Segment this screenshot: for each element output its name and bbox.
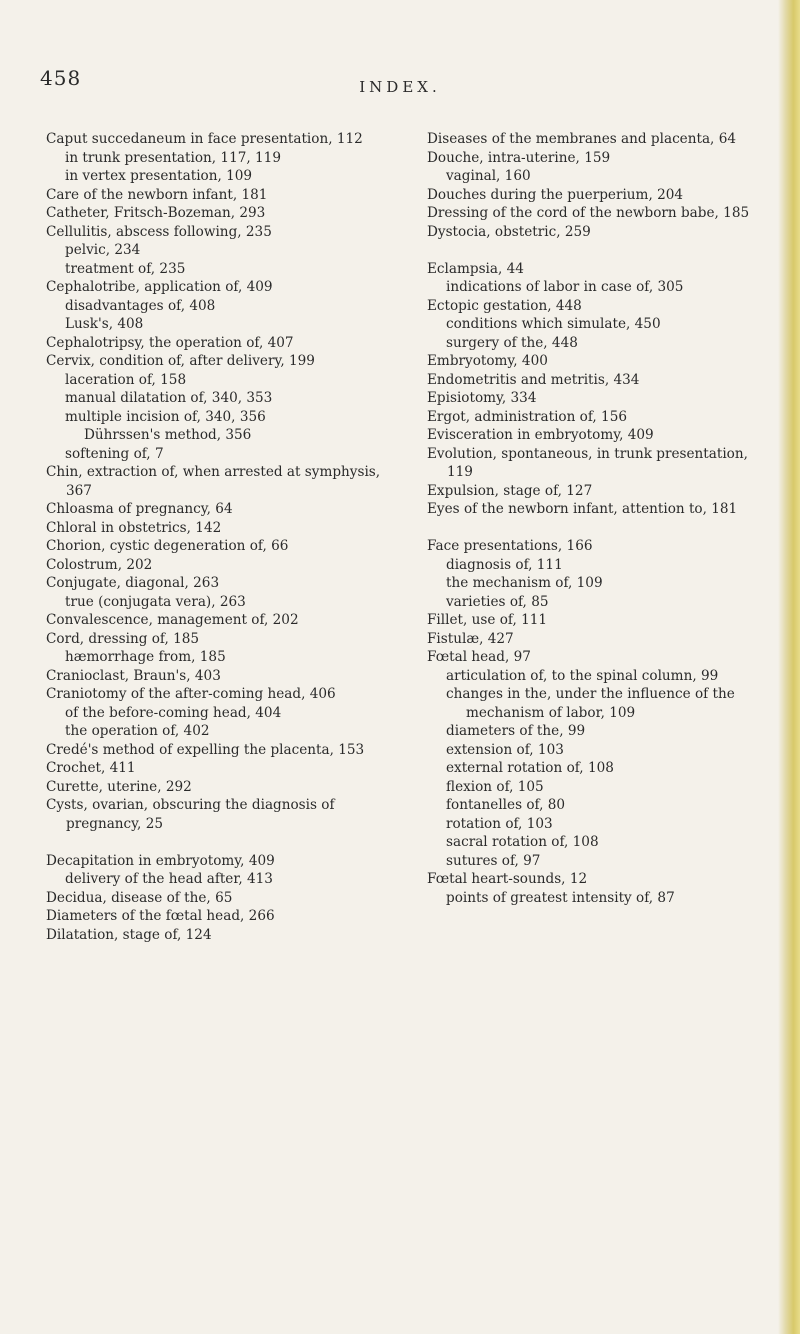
index-entry: Evisceration in embryotomy, 409 <box>427 427 654 443</box>
index-entry: Convalescence, management of, 202 <box>46 612 299 628</box>
index-subentry: true (conjugata vera), 263 <box>65 593 246 610</box>
index-entry: Fistulæ, 427 <box>427 630 514 647</box>
section-gap <box>427 241 767 260</box>
index-entry: Caput succedaneum in face presentation, 112 <box>46 131 363 147</box>
index-entry: Ectopic gestation, 448 <box>427 297 582 314</box>
index-entry: Chorion, cystic degeneration of, 66 <box>46 538 289 554</box>
index-entry: Diameters of the fœtal head, 266 <box>46 908 275 924</box>
page-edge-shadow <box>778 0 800 1334</box>
index-subentry: surgery of the, 448 <box>446 334 578 351</box>
index-subentry: rotation of, 103 <box>446 815 553 832</box>
index-subentry: changes in the, under the influence of the mechanism of labor, 109 <box>446 686 735 721</box>
index-entry: Credé's method of expelling the placenta, 153 <box>46 741 365 758</box>
index-subentry: conditions which simulate, 450 <box>446 316 661 332</box>
section-gap <box>427 519 767 538</box>
section-gap <box>46 833 391 852</box>
index-subentry: articulation of, to the spinal column, 99 <box>446 667 719 684</box>
index-column-left <box>46 130 391 944</box>
index-subentry: external rotation of, 108 <box>446 760 614 776</box>
index-subentry: sacral rotation of, 108 <box>446 834 599 850</box>
index-entry: Care of the newborn infant, 181 <box>46 186 268 203</box>
index-entry: Fillet, use of, 111 <box>427 612 548 628</box>
index-entry: Ergot, administration of, 156 <box>427 408 627 425</box>
index-entry: Cellulitis, abscess following, 235 <box>46 223 272 240</box>
index-entry: Chin, extraction of, when arrested at symphysis, 367 <box>46 464 381 499</box>
index-subentry: vaginal, 160 <box>446 168 531 184</box>
index-subentry: the operation of, 402 <box>65 723 210 739</box>
index-entry: Cervix, condition of, after delivery, 199 <box>46 353 315 369</box>
page-number: 458 <box>40 66 82 90</box>
index-subentry: points of greatest intensity of, 87 <box>446 889 675 906</box>
index-entry: Cephalotripsy, the operation of, 407 <box>46 334 294 351</box>
index-entry: Cord, dressing of, 185 <box>46 630 200 647</box>
index-entry: Eyes of the newborn infant, attention to, 181 <box>427 501 738 517</box>
page-header <box>40 66 760 106</box>
index-entry: Dressing of the cord of the newborn babe, 185 <box>427 205 750 221</box>
index-entry: Fœtal head, 97 <box>427 649 531 665</box>
index-entry: Dilatation, stage of, 124 <box>46 926 212 943</box>
index-subentry: delivery of the head after, 413 <box>65 871 273 887</box>
index-entry: Embryotomy, 400 <box>427 353 548 369</box>
index-entry: Expulsion, stage of, 127 <box>427 482 593 499</box>
running-title: INDEX. <box>359 78 441 96</box>
index-entry: Craniotomy of the after-coming head, 406 <box>46 686 336 702</box>
index-entry: Cysts, ovarian, obscuring the diagnosis of pregnancy, 25 <box>46 797 335 832</box>
index-subentry: manual dilatation of, 340, 353 <box>65 390 273 406</box>
index-subentry: in trunk presentation, 117, 119 <box>65 149 281 166</box>
index-entry: Evolution, spontaneous, in trunk presentation, 119 <box>427 445 748 480</box>
index-entry: Endometritis and metritis, 434 <box>427 371 640 388</box>
index-subentry: laceration of, 158 <box>65 371 187 388</box>
index-entry: Cephalotribe, application of, 409 <box>46 279 273 295</box>
index-entry: Curette, uterine, 292 <box>46 778 192 795</box>
index-entry: Colostrum, 202 <box>46 556 153 573</box>
index-subentry: sutures of, 97 <box>446 852 541 869</box>
index-subentry: flexion of, 105 <box>446 778 544 795</box>
index-subentry: diameters of the, 99 <box>446 723 586 739</box>
index-entry: Eclampsia, 44 <box>427 260 524 277</box>
index-subentry: extension of, 103 <box>446 741 564 758</box>
index-entry: Cranioclast, Braun's, 403 <box>46 667 221 684</box>
index-subentry: Dührssen's method, 356 <box>84 427 252 443</box>
index-subentry: multiple incision of, 340, 356 <box>65 408 266 425</box>
index-entry: Diseases of the membranes and placenta, 64 <box>427 131 736 147</box>
index-entry: Fœtal heart-sounds, 12 <box>427 871 588 887</box>
index-entry: Chloral in obstetrics, 142 <box>46 519 222 536</box>
index-subentry: hæmorrhage from, 185 <box>65 649 226 665</box>
index-subentry: the mechanism of, 109 <box>446 575 603 591</box>
index-entry: Chloasma of pregnancy, 64 <box>46 501 233 517</box>
index-subentry: diagnosis of, 111 <box>446 556 563 573</box>
index-subentry: indications of labor in case of, 305 <box>446 279 684 295</box>
index-entry: Catheter, Fritsch-Bozeman, 293 <box>46 205 266 221</box>
index-column-right <box>427 130 767 907</box>
index-entry: Face presentations, 166 <box>427 538 593 554</box>
index-entry: Douches during the puerperium, 204 <box>427 186 684 203</box>
index-subentry: disadvantages of, 408 <box>65 297 216 314</box>
index-entry: Douche, intra-uterine, 159 <box>427 149 611 166</box>
index-entry: Decidua, disease of the, 65 <box>46 889 233 906</box>
index-entry: Episiotomy, 334 <box>427 390 537 406</box>
index-subentry: softening of, 7 <box>65 445 164 462</box>
index-subentry: in vertex presentation, 109 <box>65 168 253 184</box>
index-entry: Conjugate, diagonal, 263 <box>46 575 220 591</box>
index-entry: Decapitation in embryotomy, 409 <box>46 852 275 869</box>
index-subentry: Lusk's, 408 <box>65 316 144 332</box>
index-subentry: treatment of, 235 <box>65 260 186 277</box>
index-subentry: varieties of, 85 <box>446 593 549 610</box>
index-subentry: fontanelles of, 80 <box>446 797 566 813</box>
index-subentry: pelvic, 234 <box>65 242 141 258</box>
index-entry: Dystocia, obstetric, 259 <box>427 223 591 240</box>
index-entry: Crochet, 411 <box>46 760 136 776</box>
index-subentry: of the before-coming head, 404 <box>65 704 282 721</box>
